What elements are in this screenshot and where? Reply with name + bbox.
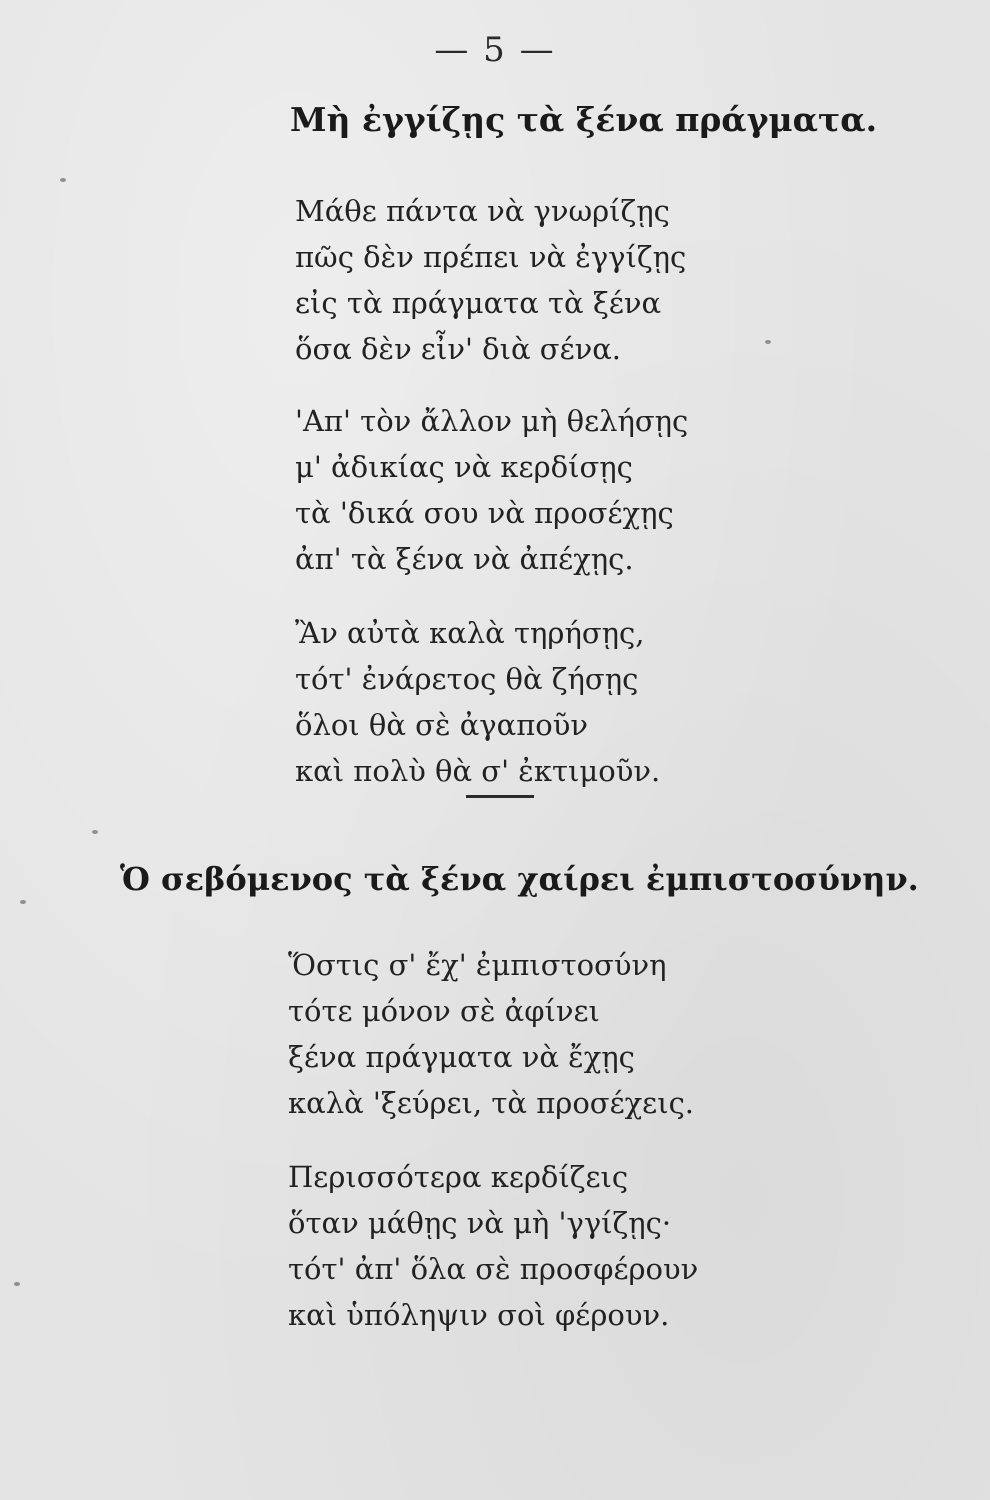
section-1-title: Μὴ ἐγγίζῃς τὰ ξένα πράγματα. (290, 100, 878, 139)
section-2-stanza-1 (288, 942, 694, 1126)
verse-line: καὶ ὑπόληψιν σοὶ φέρουν. (288, 1298, 670, 1332)
verse-line: ὅσα δὲν εἶν' διὰ σένα. (295, 332, 622, 366)
paper-speck (20, 900, 26, 904)
verse-line: ὅλοι θὰ σὲ ἀγαποῦν (295, 708, 589, 742)
verse-line: ἀπ' τὰ ξένα νὰ ἀπέχῃς. (295, 542, 634, 576)
section-divider (466, 795, 534, 798)
verse-line: τὰ 'δικά σου νὰ προσέχῃς (295, 496, 674, 530)
page-number: — 5 — (434, 30, 556, 70)
verse-line: ὅταν μάθῃς νὰ μὴ 'γγίζῃς· (288, 1206, 672, 1240)
verse-line: 'Απ' τὸν ἄλλον μὴ θελήσῃς (295, 404, 689, 438)
verse-line: πῶς δὲν πρέπει νὰ ἐγγίζῃς (295, 240, 687, 274)
section-1-stanza-2 (295, 398, 688, 582)
verse-line: Ἂν αὐτὰ καλὰ τηρήσῃς, (295, 616, 645, 650)
verse-line: Ὅστις σ' ἔχ' ἐμπιστοσύνη (288, 948, 667, 982)
verse-line: καὶ πολὺ θὰ σ' ἐκτιμοῦν. (295, 754, 661, 788)
verse-line: εἰς τὰ πράγματα τὰ ξένα (295, 286, 662, 320)
verse-line: Μάθε πάντα νὰ γνωρίζῃς (295, 194, 670, 228)
section-1-stanza-3 (295, 610, 660, 794)
paper-speck (765, 340, 771, 344)
verse-line: Περισσότερα κερδίζεις (288, 1160, 629, 1194)
verse-line: τότ' ἐνάρετος θὰ ζήσῃς (295, 662, 639, 696)
verse-line: ξένα πράγματα νὰ ἔχῃς (288, 1040, 635, 1074)
paper-speck (14, 1282, 20, 1286)
paper-speck (92, 830, 98, 834)
verse-line: τότ' ἀπ' ὅλα σὲ προσφέρουν (288, 1252, 699, 1286)
paper-speck (60, 178, 66, 182)
section-2-stanza-2 (288, 1154, 698, 1338)
section-2-title: Ὁ σεβόμενος τὰ ξένα χαίρει ἐμπιστοσύνην. (120, 860, 919, 898)
section-1-stanza-1 (295, 188, 686, 372)
verse-line: καλὰ 'ξεύρει, τὰ προσέχεις. (288, 1086, 695, 1120)
verse-line: μ' ἀδικίας νὰ κερδίσῃς (295, 450, 633, 484)
verse-line: τότε μόνον σὲ ἀφίνει (288, 994, 600, 1028)
